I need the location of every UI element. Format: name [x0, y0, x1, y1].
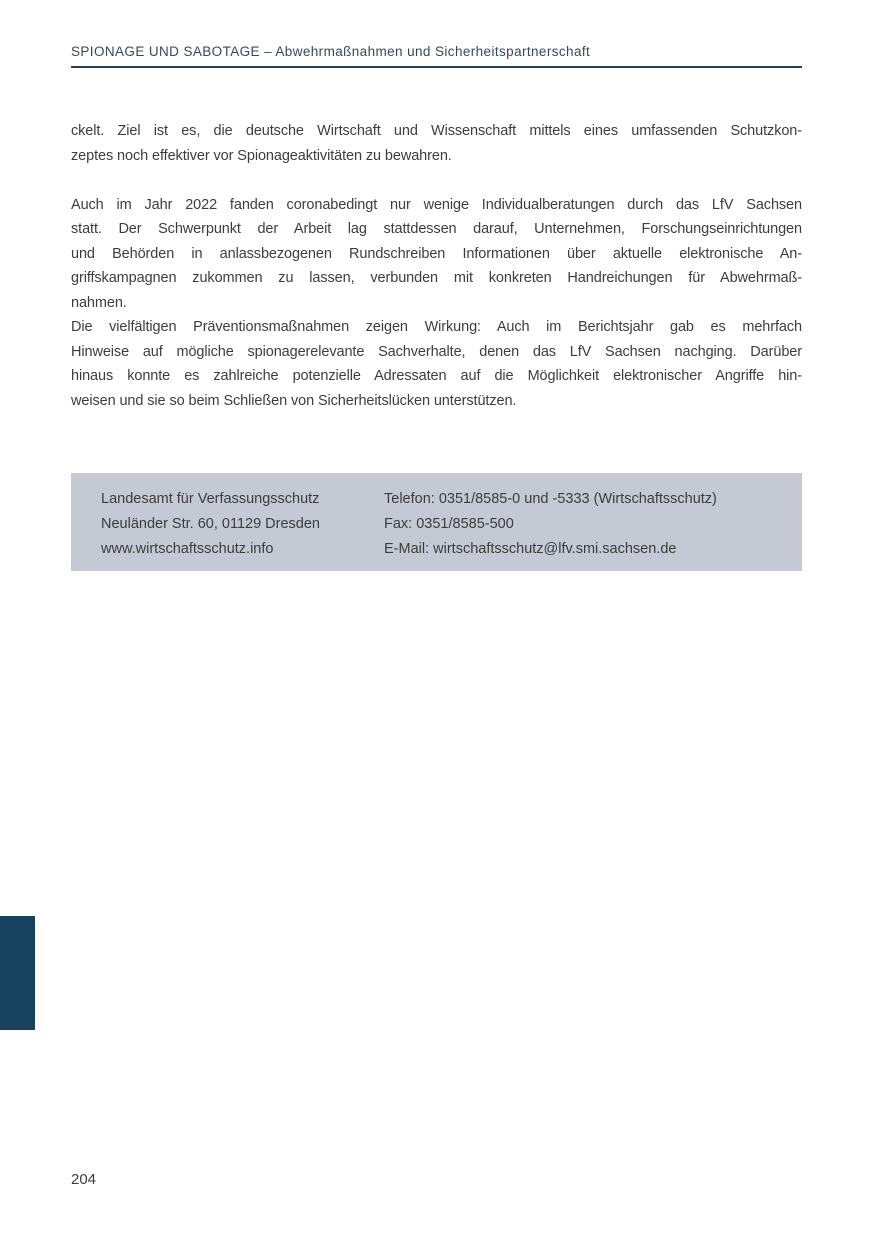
- paragraph-line: hinaus konnte es zahlreiche potenzielle Adressaten auf die Möglichkeit elektronischer Angriffe hin-: [71, 368, 802, 384]
- contact-info-box: [71, 473, 802, 571]
- contact-address-column: [101, 487, 384, 571]
- paragraph: [71, 193, 802, 316]
- page-number: 204: [71, 1171, 97, 1188]
- body-text: [71, 119, 802, 413]
- paragraph-line: Auch im Jahr 2022 fanden coronabedingt nur wenige Individualberatungen durch das LfV Sachsen: [71, 196, 802, 213]
- email-line: E-Mail: wirtschaftsschutz@lfv.smi.sachsen.de: [384, 541, 677, 557]
- chapter-edge-tab: [0, 916, 35, 1030]
- paragraph: [71, 315, 802, 413]
- paragraph-line: Die vielfältigen Präventionsmaßnahmen zeigen Wirkung: Auch im Berichtsjahr gab es mehrfach: [71, 319, 802, 335]
- org-address: Neuländer Str. 60, 01129 Dresden: [101, 516, 320, 532]
- contact-details-column: [384, 487, 782, 571]
- paragraph-line: Hinweise auf mögliche spionagerelevante Sachverhalte, denen das LfV Sachsen nachging. Darüber: [71, 343, 802, 360]
- header-rule: [71, 66, 802, 68]
- running-head: SPIONAGE UND SABOTAGE – Abwehrmaßnahmen und Sicherheitspartnerschaft: [71, 44, 591, 59]
- paragraph-line: nahmen.: [71, 294, 127, 311]
- paragraph-line: zeptes noch effektiver vor Spionageaktivitäten zu bewahren.: [71, 147, 452, 164]
- paragraph: [71, 119, 802, 168]
- paragraph-line: ckelt. Ziel ist es, die deutsche Wirtschaft und Wissenschaft mittels eines umfassenden Schutzkon-: [71, 123, 802, 139]
- paragraph-line: griffskampagnen zukommen zu lassen, verbunden mit konkreten Handreichungen für Abwehrmaß-: [71, 270, 802, 286]
- paragraph-line: weisen und sie so beim Schließen von Sicherheitslücken unterstützen.: [71, 392, 517, 409]
- org-website: www.wirtschaftsschutz.info: [101, 541, 274, 557]
- paragraph-line: und Behörden in anlassbezogenen Rundschreiben Informationen über aktuelle elektronische An-: [71, 245, 802, 262]
- page-header: [71, 44, 802, 59]
- fax-line: Fax: 0351/8585-500: [384, 516, 514, 532]
- paragraph-line: statt. Der Schwerpunkt der Arbeit lag stattdessen darauf, Unternehmen, Forschungseinrichtungen: [71, 221, 802, 237]
- org-name: Landesamt für Verfassungsschutz: [101, 491, 320, 507]
- phone-line: Telefon: 0351/8585-0 und -5333 (Wirtschaftsschutz): [384, 491, 717, 507]
